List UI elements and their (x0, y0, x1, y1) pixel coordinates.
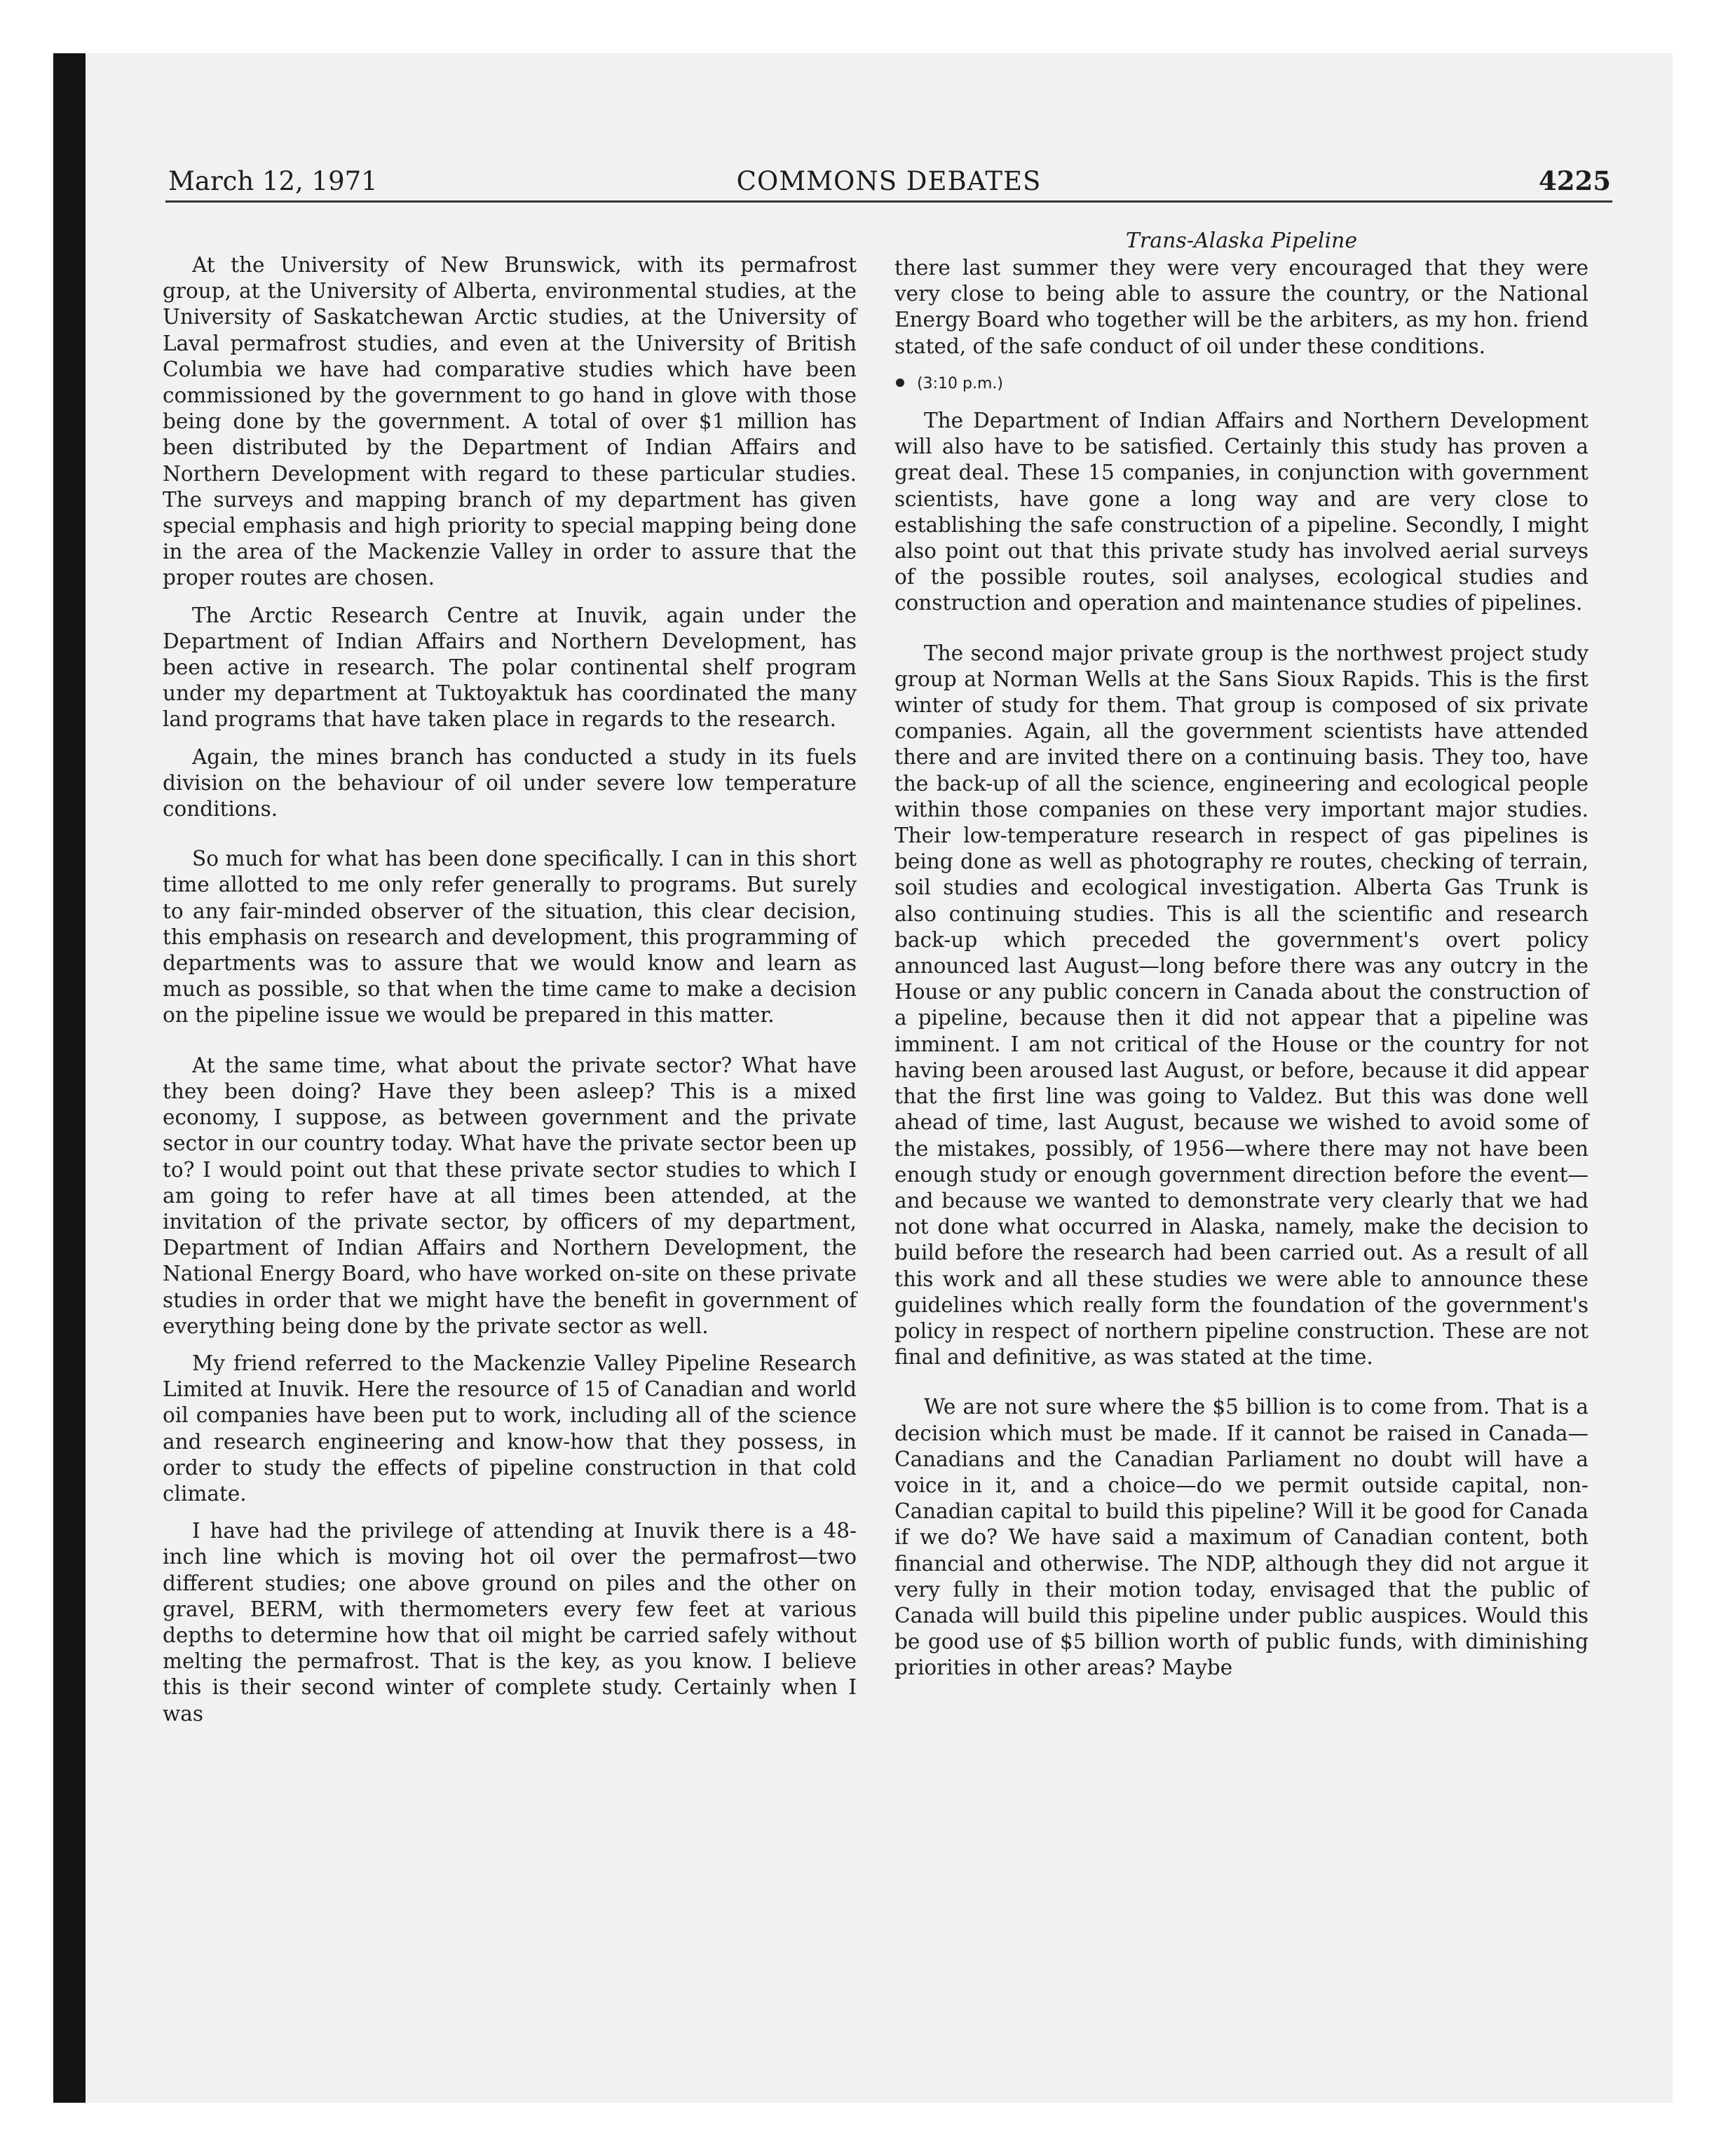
paragraph: I have had the privilege of attending at Inuvik there is a 48-inch line which is moving hot oil over the permafrost—two different studies; one above ground on piles and the other on gravel, BERM, with thermometers every few feet at various depths to determine how that oil might be carried safely without melting the permafrost. That is the key, as you know. I believe this is their second winter of complete study. Certainly when I was (163, 1519, 857, 1726)
running-head: Trans-Alaska Pipeline (1125, 228, 1358, 253)
left-column (163, 252, 857, 1738)
paragraph: My friend referred to the Mackenzie Valley Pipeline Research Limited at Inuvik. Here the resource of 15 of Canadian and world oil companies have been put to work, including all of the science and research engineering and know-how that they possess, in order to study the effects of pipeline construction in that cold climate. (163, 1351, 857, 1506)
scan-edge-bar (53, 53, 86, 2103)
paragraph: The Department of Indian Affairs and Northern Development will also have to be satisfied. Certainly this study has proven a great deal. These 15 companies, in conjunction with government scientists, have gone a long way and are very close to establishing the safe construction of a pipeline. Secondly, I might also point out that this private study has involved aerial surveys of the possible routes, soil analyses, ecological studies and construction and operation and maintenance studies of pipelines. (894, 409, 1588, 615)
time-stamp-text: (3:10 p.m.) (917, 374, 1003, 393)
paragraph: The Arctic Research Centre at Inuvik, again under the Department of Indian Affairs and Northern Development, has been active in research. The polar continental shelf program under my department at Tuktoyaktuk has coordinated the many land programs that have taken place in regards to the research. (163, 603, 857, 732)
page-header (165, 158, 1612, 203)
paragraph: The second major private group is the northwest project study group at Norman Wells at the Sans Sioux Rapids. This is the first winter of study for them. That group is composed of six private companies. Again, all the government scientists have attended there and are invited there on a continuing basis. They too, have the back-up of all the science, engineering and ecological people within those companies on these very important major studies. Their low-temperature research in respect of gas pipelines is being done as well as photography re routes, checking of terrain, soil studies and ecological investigation. Alberta Gas Trunk is also continuing studies. This is all the scientific and research back-up which preceded the government's overt policy announced last August—long before there was any outcry in the House or any public concern in Canada about the construction of a pipeline, because then it did not appear that a pipeline was imminent. I am not critical of the House or the country for not having been aroused last August, or before, because it did appear that the first line was going to Valdez. But this was done well ahead of time, last August, because we wished to avoid some of the mistakes, possibly, of 1956—where there may not have been enough study or enough government direction before the event—and because we wanted to demonstrate very clearly that we had not done what occurred in Alaska, namely, make the decision to build before the research had been carried out. As a result of all this work and all these studies we were able to announce these guidelines which really form the foundation of the government's policy in respect of northern pipeline construction. These are not final and definitive, as was stated at the time. (894, 641, 1588, 1370)
right-column (894, 228, 1588, 1693)
header-date: March 12, 1971 (168, 166, 378, 196)
time-stamp (894, 371, 1588, 397)
paragraph: So much for what has been done specifically. I can in this short time allotted to me only refer generally to programs. But surely to any fair-minded observer of the situation, this clear decision, this emphasis on research and development, this programming of departments was to assure that we would know and learn as much as possible, so that when the time came to make a decision on the pipeline issue we would be prepared in this matter. (163, 847, 857, 1028)
page-number: 4225 (1539, 165, 1611, 196)
paragraph-continuation: there last summer they were very encouraged that they were very close to being able to assure the country, or the National Energy Board who together will be the arbiters, as my hon. friend stated, of the safe conduct of oil under these conditions. (894, 256, 1588, 358)
paragraph: At the University of New Brunswick, with its permafrost group, at the University of Alberta, environmental studies, at the University of Saskatchewan Arctic studies, at the University of Laval permafrost studies, and even at the University of British Columbia we have had comparative studies which have been commissioned by the government to go hand in glove with those being done by the government. A total of over $1 million has been distributed by the Department of Indian Affairs and Northern Development with regard to these particular studies. The surveys and mapping branch of my department has given special emphasis and high priority to special mapping being done in the area of the Mackenzie Valley in order to assure that the proper routes are chosen. (163, 253, 857, 590)
bullet-icon (896, 378, 904, 387)
paragraph: We are not sure where the $5 billion is to come from. That is a decision which must be made. If it cannot be raised in Canada—Canadians and the Canadian Parliament no doubt will have a voice in it, and a choice—do we permit outside capital, non-Canadian capital to build this pipeline? Will it be good for Canada if we do? We have said a maximum of Canadian content, both financial and otherwise. The NDP, although they did not argue it very fully in their motion today, envisaged that the public of Canada will build this pipeline under public auspices. Would this be good use of $5 billion worth of public funds, with diminishing priorities in other areas? Maybe (894, 1395, 1588, 1680)
header-title: COMMONS DEBATES (736, 166, 1042, 196)
paragraph: Again, the mines branch has conducted a study in its fuels division on the behaviour of oil under severe low temperature conditions. (163, 744, 857, 821)
paragraph: At the same time, what about the private sector? What have they been doing? Have they been asleep? This is a mixed economy, I suppose, as between government and the private sector in our country today. What have the private sector been up to? I would point out that these private sector studies to which I am going to refer have at all times been attended, at the invitation of the private sector, by officers of my department, Department of Indian Affairs and Northern Development, the National Energy Board, who have worked on-site on these private studies in order that we might have the benefit in government of everything being done by the private sector as well. (163, 1053, 857, 1338)
